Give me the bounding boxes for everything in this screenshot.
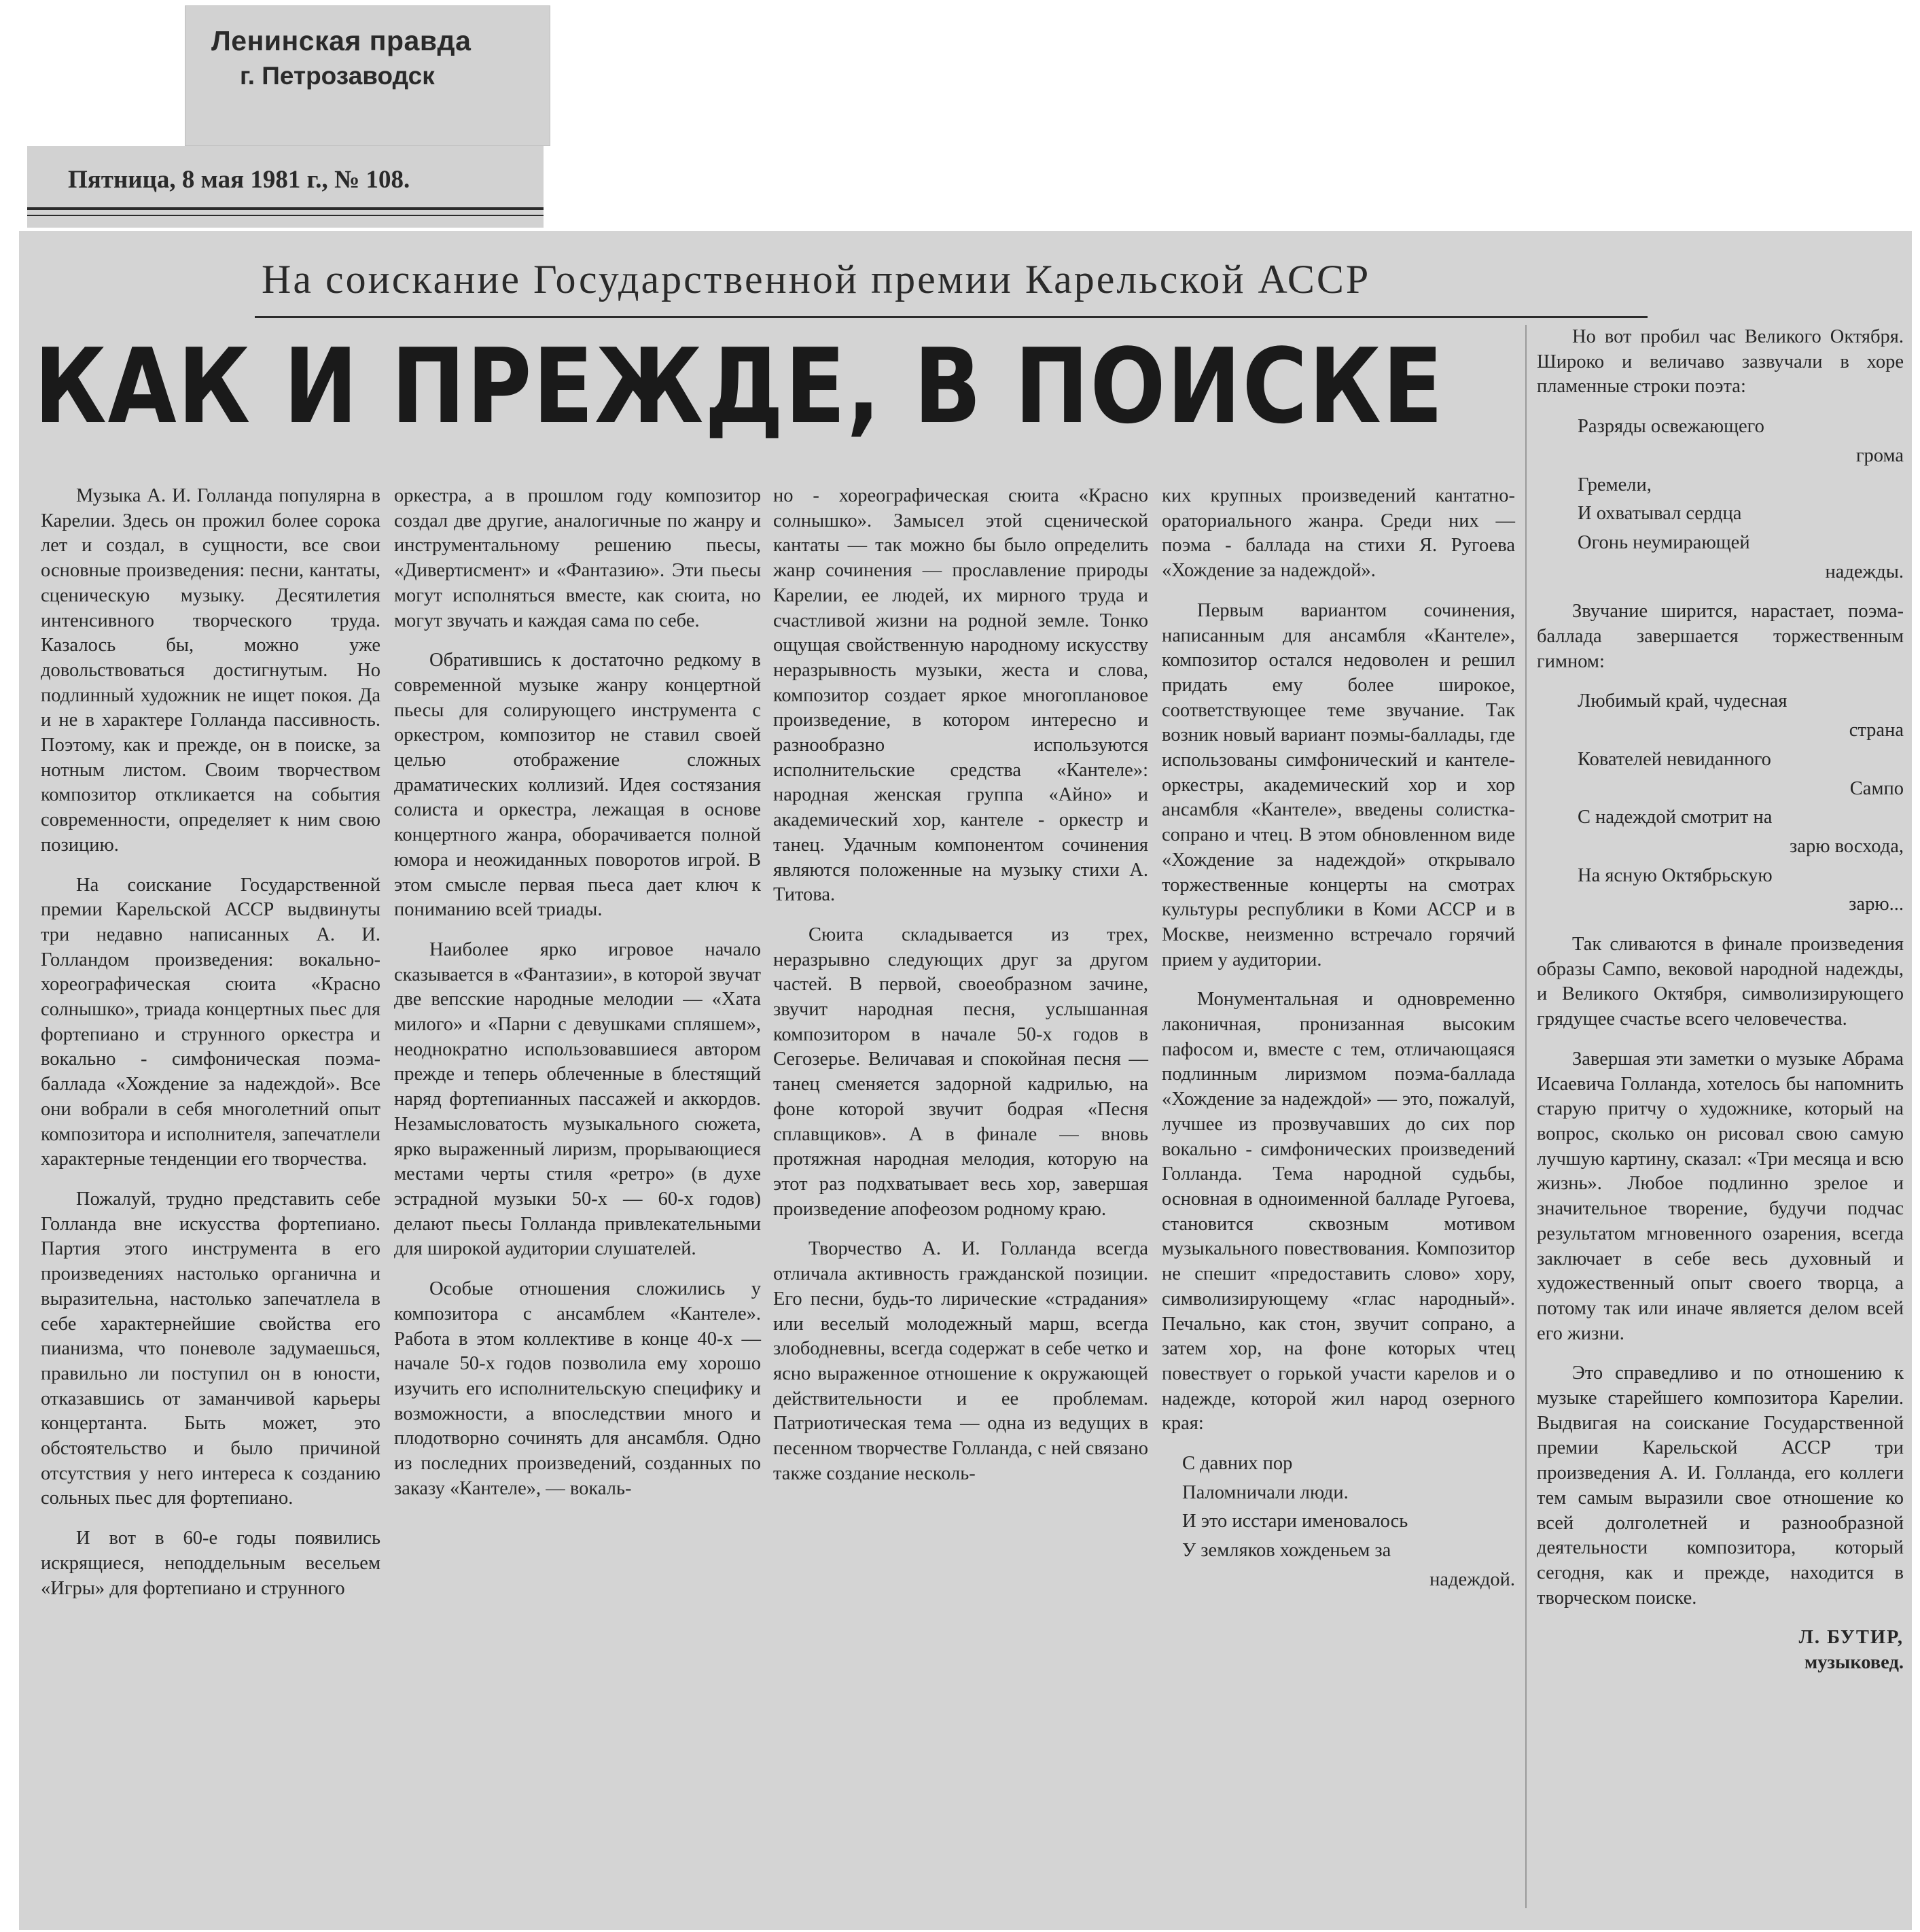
verse-line: Сампо [1849, 777, 1904, 799]
paragraph: Так сливаются в финале произведения образы Сампо, вековой народной надежды, и Великого Октября, символизирующего грядущее счастье всего человечества. [1537, 934, 1904, 1030]
newspaper-stamp [185, 5, 550, 146]
article-column-3 [773, 484, 1148, 1501]
paragraph: Пожалуй, трудно представить себе Голланда вне искусства фортепиано. Партия этого инструмента в его произведениях настолько органична и выразительна, настолько запечатлела в себе характернейшие свойства его пианизма, что поневоле задумаешься, правильно ли поступил он в юности, отказавшись от заманчивой карьеры концертанта. Быть может, это обстоятельство и было причиной отсутствия у него интереса к созданию сольных пьес для фортепиано. [41, 1188, 380, 1509]
verse-line: зарю восхода, [1790, 835, 1904, 857]
paragraph: Творчество А. И. Голланда всегда отличала активность гражданской позиции. Его песни, будь-то лирические «страдания» или веселый молодежный марш, всегда злободневны, всегда содержат в себе четко и ясно выраженное отношение к окружающей действительности и ее проблемам. Патриотическая тема — одна из ведущих в песенном творчестве Голланда, с ней связано также создание несколь- [773, 1238, 1148, 1484]
verse-line: С надеждой смотрит на [1578, 807, 1773, 828]
paragraph: Первым вариантом сочинения, написанным для ансамбля «Кантеле», композитор остался недоволен и решил придать ему более широкое, соответствующее теме звучание. Так возник новый вариант поэмы-баллады, где использованы симфонический и кантеле-оркестры, академический хор и хор ансамбля «Кантеле», введены солистка-сопрано и чтец. В этом обновленном виде «Хождение за надеждой» открывало торжественные концерты на смотрах культуры республики в Коми АССР и в Москве, неизменно встречало горячий прием у аудитории. [1162, 599, 1515, 970]
paragraph: Сюита складывается из трех, неразрывно следующих друг за другом частей. В первой, своеобразном зачине, звучит народная песня, услышанная композитором в начале 50-х годов в Сегозерье. Величавая и спокойная песня — танец сменяется задорной кадрилью, на фоне которой звучит бодрая «Песня сплавщиков». А в финале — вновь протяжная народная мелодия, которую на этот раз подхватывает весь хор, завершая произведение апофеозом родному краю. [773, 924, 1148, 1220]
verse-line: Гремели, [1578, 474, 1652, 495]
verse-line: И охватывал сердца [1578, 503, 1742, 525]
paragraph: Монументальная и одновременно лаконичная, пронизанная высоким пафосом и, вместе с тем, отличающаяся подлинным лиризмом поэма-баллада «Хождение за надеждой» — это, пожалуй, лучшее из прозвучавших до сих пор вокально - симфонических произведений Голланда. Тема народной судьбы, основная в одноименной балладе Ругоева, становится сквозным мотивом музыкального повествования. Композитор не спешит «предоставить слово» хору, символизирующему «глас народный». Печально, как стон, звучит сопрано, а затем хор, на фоне которых чтец повествует о горькой участи карелов и о надежде, которой жил народ озерного края: [1162, 989, 1515, 1435]
paragraph: Музыка А. И. Голланда популярна в Карелии. Здесь он прожил более сорока лет и создал, в сущности, все свои основные произведения: песни, кантаты, сценическую музыку. Десятилетия интенсивного творческого труда. Казалось бы, можно уже довольствоваться достигнутым. Но подлинный художник не ищет покоя. Да и не в характере Голланда пассивность. Поэтому, как и прежде, он в поиске, за нотным листом. Своим творчеством композитор откликается на события современности, определяет к ним свою позицию. [41, 485, 380, 856]
verse-line: С давних пор [1182, 1453, 1293, 1475]
paragraph: Но вот пробил час Великого Октября. Широко и величаво зазвучали в хоре пламенные строки поэта: [1537, 326, 1904, 398]
masthead-rule-bottom [27, 215, 544, 216]
author-role: музыковед. [1804, 1652, 1904, 1674]
paragraph: Это справедливо и по отношению к музыке старейшего композитора Карелии. Выдвигая на соискание Государственной премии Карельской АССР три произведения А. И. Голланда, его коллеги тем самым выразили свое отношение ко всей долголетней и разнообразной деятельности композитора, который сегодня, как и прежде, находится в творческом поиске. [1537, 1363, 1904, 1609]
paragraph: но - хореографическая сюита «Красно солнышко». Замысел этой сценической кантаты — так можно бы было определить жанр сочинения — прославление природы Карелии, ее людей, их мирного труда и счастливой жизни на родной земле. Тонко ощущая свойственную народному искусству неразрывность музыки, жеста и слова, композитор создает яркое многоплановое произведение, в котором интересно и разнообразно используются исполнительские средства «Кантеле»: народная женская группа «Айно» и академический хор, кантеле - оркестр и танец. Удачным компонентом сочинения являются положенные на музыку стихи А. Титова. [773, 485, 1148, 906]
paragraph: Обратившись к достаточно редкому в современной музыке жанру концертной пьесы для солирующего инструмента с оркестром, композитор не ставил своей целью отображение сложных драматических коллизий. Идея состязания солиста и оркестра, лежащая в основе концертного жанра, оборачивается полной юмора и неожиданных поворотов игрой. В этом смысле первая пьеса дает ключ к пониманию всей триады. [394, 650, 761, 921]
verse-line: надеждой. [1429, 1568, 1515, 1590]
article-kicker: На соискание Государственной премии Карельской АССР [262, 257, 1371, 302]
newspaper-name: Ленинская правда [211, 25, 472, 56]
paragraph: Завершая эти заметки о музыке Абрама Исаевича Голланда, хотелось бы напомнить старую притчу о художнике, который на вопрос, сколько он рисовал свою самую лучшую картину, сказал: «Три месяца и всю жизнь». Любое подлинно зрелое и значительное творение, будучи подчас результатом мгновенного озарения, всегда заключает в себе весь духовный и художественный опыт своего творца, а потому так или иначе является делом всей его жизни. [1537, 1048, 1904, 1344]
verse-line: Любимый край, чудесная [1578, 690, 1788, 712]
article-column-4 [1162, 484, 1515, 1608]
verse-line: надежды. [1825, 561, 1904, 582]
verse-line: Паломничали люди. [1182, 1481, 1349, 1503]
verse-line: Ковател​ей невиданного [1578, 748, 1771, 770]
paragraph: оркестра, а в прошлом году композитор создал две другие, аналогичные по жанру и инструментальному решению пьесы, «Дивертисмент» и «Фантазию». Эти пьесы могут исполняться вместе, как сюита, но могут звучать и каждая сама по себе. [394, 485, 761, 631]
verse-line: зарю... [1849, 894, 1904, 915]
article-column-5 [1537, 325, 1904, 1676]
paragraph: Особые отношения сложились у композитора с ансамблем «Кантеле». Работа в этом коллективе в конце 40-х — начале 50-х годов позволила ему хорошо изучить его исполнительскую специфику и возможности, а впоследствии много и плодотворно сочинять для ансамбля. Одно из последних произведений, созданных по заказу «Кантеле», — вокаль- [394, 1278, 761, 1499]
verse-line: страна [1849, 720, 1904, 741]
author-signature [1537, 1626, 1904, 1675]
paragraph: Наиболее ярко игровое начало сказывается в «Фантазии», в которой звучат две вепсские народные мелодии — «Хата милого» и «Парни с девушками спляшем», неоднократно использовавшиеся автором прежде и теперь облеченные в блестящий наряд фортепианных пассажей и аккордов. Незамысловатость музыкального сюжета, ярко выраженный лиризм, прорывающиеся местами черты стиля «ретро» (в духе эстрадной музыки 50-х — 60-х годов) делают пьесы Голланда привлекательными для широкой аудитории слушателей. [394, 938, 761, 1260]
paragraph: ких крупных произведений кантатно-ораториального жанра. Среди них — поэма - баллада на стихи Я. Ругоева «Хождение за надеждой». [1162, 485, 1515, 582]
verse-line: У земляков хожденьем за [1182, 1540, 1391, 1562]
article-headline: КАК И ПРЕЖДЕ, В ПОИСКЕ [34, 326, 1444, 446]
verse-line: На ясную Октябрьскую [1578, 864, 1773, 886]
verse-line: грома [1855, 444, 1904, 466]
verse-line: И это исстари именовалось [1182, 1511, 1408, 1532]
paragraph: И вот в 60-е годы появились искрящиеся, неподдельным весельем «Игры» для фортепиано и струнного [41, 1528, 380, 1599]
verse-line: Огонь неумирающей [1578, 531, 1750, 553]
kicker-underline [255, 316, 1648, 318]
paragraph: На соискание Государственной премии Карельской АССР выдвинуты три недавно написанных А. И. Голландом произведения: вокально-хореографическая сюита «Красно солнышко», триада концертных пьес для фортепиано и струнного оркестра и вокально - симфоническая поэма-баллада «Хождение за надеждой». Все они вобрали в себя многолетний опыт композитора и исполнителя, запечатлели характерные тенденции его творчества. [41, 874, 380, 1170]
author-name: Л. БУТИР, [1798, 1627, 1904, 1649]
hymn-quote [1537, 689, 1904, 917]
issue-dateline: Пятница, 8 мая 1981 г., № 108. [68, 166, 410, 194]
right-column-divider [1525, 325, 1527, 1908]
paragraph: Звучание ширится, нарастает, поэма-баллада завершается торжественным гимном: [1537, 601, 1904, 672]
poem-quote [1537, 415, 1904, 584]
verse-line: Разряды освежающего [1578, 416, 1764, 438]
newspaper-city: г. Петрозаводск [240, 62, 435, 90]
article-column-1 [41, 484, 380, 1616]
article-column-2 [394, 484, 761, 1516]
masthead-rule-top [27, 207, 544, 210]
poem-quote [1162, 1452, 1515, 1593]
